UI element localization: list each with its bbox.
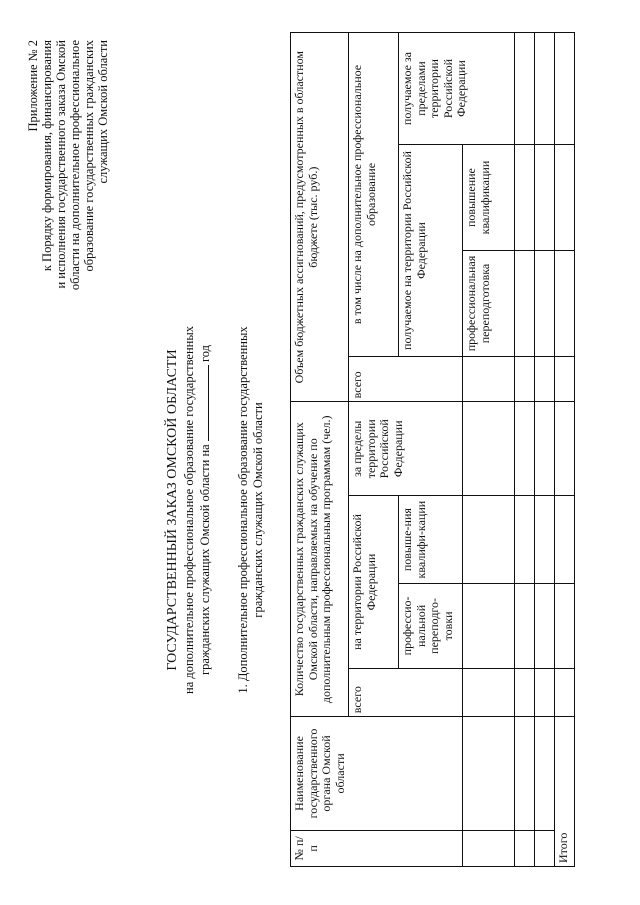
table-cell	[535, 356, 555, 401]
table-cell	[535, 496, 555, 584]
empty-cell	[463, 830, 515, 866]
table-cell	[535, 584, 555, 669]
table-cell	[535, 33, 555, 145]
header-received-abroad: получаемое за пределами территории Российской Федерации	[399, 33, 515, 145]
section-line: 1. Дополнительное профессиональное образование государственных	[236, 326, 250, 694]
table-cell	[555, 402, 575, 496]
table-cell	[515, 496, 535, 584]
header-budget-total: всего	[349, 356, 463, 401]
header-budget-group: Объем бюджетных ассигнований, предусмотренных в областном бюджете (тыс. руб.)	[291, 33, 349, 402]
table-cell	[535, 717, 555, 831]
order-table	[290, 32, 575, 867]
table-cell	[515, 584, 535, 669]
table-cell	[515, 356, 535, 401]
table-cell	[515, 717, 535, 831]
year-blank-line	[197, 365, 209, 441]
subtitle-suffix: год	[197, 344, 212, 363]
header-retraining-count: профессио-нальной переподго-товки	[399, 584, 463, 669]
table-cell	[535, 402, 555, 496]
empty-cell	[463, 356, 515, 401]
table-cell	[555, 584, 575, 669]
empty-cell	[463, 584, 515, 669]
header-qualification-budget: повышение квалификации	[463, 145, 515, 251]
table-cell	[555, 356, 575, 401]
annex-line: области на дополнительное профессиональное	[68, 40, 82, 291]
annex-line: служащих Омской области	[96, 40, 110, 184]
table-cell	[515, 145, 535, 251]
table-cell	[555, 145, 575, 251]
subtitle-line-year	[197, 295, 213, 725]
header-count-group: Количество государственных гражданских служащих Омской области, направляемых на обучение по дополнительным профессиональным программам (чел.)	[291, 402, 349, 717]
header-num: № п/п	[291, 830, 463, 866]
table-cell	[535, 251, 555, 357]
table-cell	[515, 33, 535, 145]
total-row-label: Итого	[555, 717, 575, 867]
document-title: ГОСУДАРСТВЕННЫЙ ЗАКАЗ ОМСКОЙ ОБЛАСТИ	[165, 349, 180, 671]
header-count-total: всего	[349, 668, 463, 716]
annex-line: к Порядку формирования, финансирования	[40, 40, 54, 272]
annex-block	[26, 40, 110, 370]
subtitle-line: на дополнительное профессиональное образование государственных	[182, 326, 196, 694]
table-cell	[515, 402, 535, 496]
annex-number: Приложение № 2	[26, 40, 40, 132]
table-cell	[515, 251, 535, 357]
annex-line: и исполнения государственного заказа Омской	[54, 40, 68, 289]
table-cell	[555, 496, 575, 584]
header-retraining-budget: профессиональная переподготовка	[463, 251, 515, 357]
table-cell	[555, 33, 575, 145]
table-cell	[555, 251, 575, 357]
section-line: гражданских служащих Омской области	[250, 402, 265, 618]
section-heading	[236, 295, 265, 725]
subtitle-prefix: гражданских служащих Омской области на	[197, 444, 212, 676]
header-abroad: за пределы территории Российской Федерации	[349, 402, 463, 496]
empty-cell	[463, 717, 515, 831]
table-cell	[515, 830, 535, 866]
empty-cell	[463, 496, 515, 584]
document-subtitle	[182, 295, 212, 725]
header-including-dpo: в том числе на дополнительное профессиональное образование	[349, 33, 399, 357]
header-agency: Наименование государственного органа Омской области	[291, 717, 463, 831]
empty-cell	[463, 668, 515, 716]
table-cell	[535, 145, 555, 251]
header-received-russia: получаемое на территории Российской Федерации	[399, 145, 463, 357]
table-cell	[515, 668, 535, 716]
header-qualification-count: повыше-ния квалифи-кации	[399, 496, 463, 584]
empty-cell	[463, 402, 515, 496]
table-cell	[535, 668, 555, 716]
table-cell	[535, 830, 555, 866]
header-in-russia: на территории Российской Федерации	[349, 496, 399, 669]
annex-line: образование государственных гражданских	[82, 40, 96, 272]
table-cell	[555, 668, 575, 716]
